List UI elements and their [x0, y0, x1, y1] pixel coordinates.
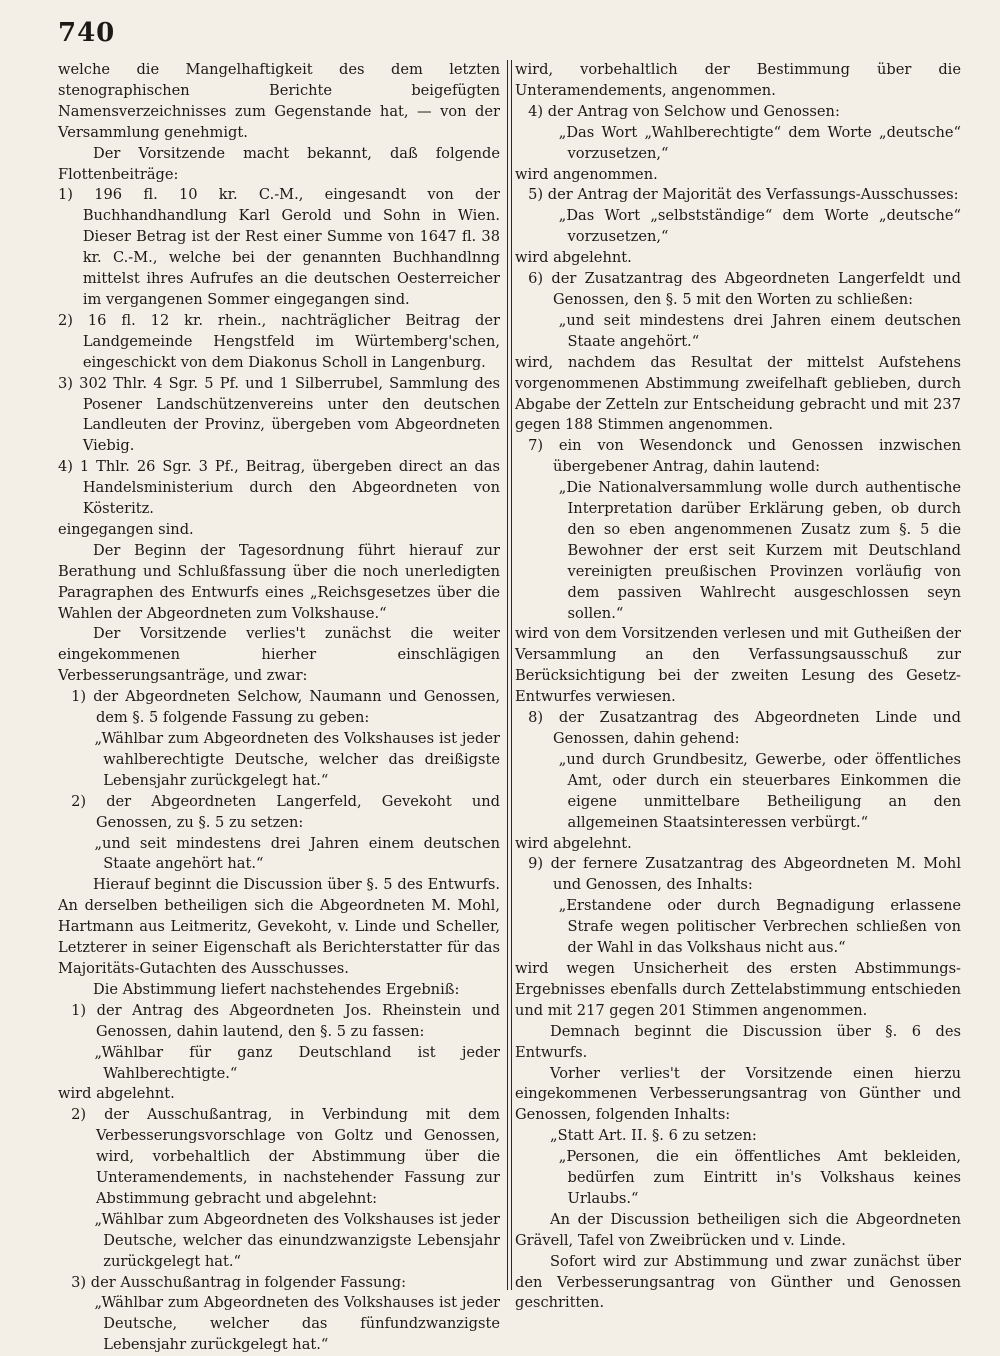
right-paragraph: 5) der Antrag der Majorität des Verfassungs-Ausschusses:: [528, 186, 959, 204]
right-column: [515, 60, 961, 1314]
left-paragraph: 1) der Abgeordneten Selchow, Naumann und Genossen, dem §. 5 folgende Fassung zu geben:: [71, 688, 500, 727]
left-paragraph: 1) der Antrag des Abgeordneten Jos. Rheinstein und Genossen, dahin lautend, den §. 5 zu fassen:: [71, 1001, 500, 1040]
right-paragraph: wird abgelehnt.: [515, 249, 632, 267]
right-paragraph: wird von dem Vorsitzenden verlesen und mit Gutheißen der Versammlung an den Verfassungsausschuß zur Berücksichtigung bei der zweiten Lesung des Gesetz-Entwurfes verwiesen.: [515, 625, 961, 706]
left-paragraph: 3) 302 Thlr. 4 Sgr. 5 Pf. und 1 Silberrubel, Sammlung des Posener Landschützenvereins unter den deutschen Landleuten der Provinz, übergeben vom Abgeordneten Viebig.: [58, 374, 500, 455]
right-paragraph: wird wegen Unsicherheit des ersten Abstimmungs-Ergebnisses ebenfalls durch Zettelabstimmung entschieden und mit 217 gegen 201 Stimmen angenommen.: [515, 959, 961, 1019]
left-paragraph: Hierauf beginnt die Discussion über §. 5 des Entwurfs. An derselben betheiligen sich die Abgeordneten M. Mohl, Hartmann aus Leitmeritz, Gevekoht, v. Linde und Scheller, Letzterer in seiner Eigenschaft als Berichterstatter für das Majoritäts-Gutachten des Ausschusses.: [58, 876, 500, 977]
right-paragraph: 4) der Antrag von Selchow und Genossen:: [528, 102, 840, 120]
left-paragraph: Der Vorsitzende macht bekannt, daß folgende Flottenbeiträge:: [58, 144, 500, 183]
left-paragraph: eingegangen sind.: [58, 520, 194, 538]
left-paragraph: wird abgelehnt.: [58, 1085, 175, 1103]
left-paragraph: 2) der Ausschußantrag, in Verbindung mit dem Verbesserungsvorschlage von Goltz und Genossen, wird, vorbehaltlich der Abstimmung über die Unteramendements, in nachstehender Fassung zur Abstimmung gebracht und abgelehnt:: [71, 1106, 500, 1207]
right-paragraph: Vorher verlies't der Vorsitzende einen hierzu eingekommenen Verbesserungsantrag von Günther und Genossen, folgenden Inhalts:: [515, 1064, 961, 1124]
right-paragraph: Demnach beginnt die Discussion über §. 6 des Entwurfs.: [515, 1022, 961, 1061]
right-paragraph: 8) der Zusatzantrag des Abgeordneten Linde und Genossen, dahin gehend:: [528, 709, 961, 747]
left-paragraph: „Wählbar zum Abgeordneten des Volkshauses ist jeder Deutsche, welcher das fünfundzwanzigste Lebensjahr zurückgelegt hat.“: [94, 1294, 500, 1354]
right-paragraph: 9) der fernere Zusatzantrag des Abgeordneten M. Mohl und Genossen, des Inhalts:: [528, 855, 961, 894]
right-paragraph: wird, vorbehaltlich der Bestimmung über die Unteramendements, angenommen.: [515, 61, 961, 99]
left-paragraph: 4) 1 Thlr. 26 Sgr. 3 Pf., Beitrag, übergeben direct an das Handelsministerium durch den Abgeordneten von Kösteritz.: [58, 458, 500, 518]
right-paragraph: „Erstandene oder durch Begnadigung erlassene Strafe wegen politischer Verbrechen schließen von der Wahl in das Volkshaus nicht aus.“: [558, 897, 961, 957]
right-paragraph: wird angenommen.: [515, 165, 658, 183]
right-paragraph: wird, nachdem das Resultat der mittelst Aufstehens vorgenommenen Abstimmung zweifelhaft geblieben, durch Abgabe der Zetteln zur Entscheidung gebracht und mit 237 gegen 188 Stimmen angenommen.: [515, 353, 961, 434]
left-paragraph: „Wählbar für ganz Deutschland ist jeder Wahlberechtigte.“: [94, 1043, 500, 1082]
left-paragraph: „Wählbar zum Abgeordneten des Volkshauses ist jeder wahlberechtigte Deutsche, welcher das dreißigste Lebensjahr zurückgelegt hat.“: [94, 730, 500, 789]
right-paragraph: „Die Nationalversammlung wolle durch authentische Interpretation darüber Erklärung geben, ob durch den so eben angenommenen Zusatz zum §. 5 die Bewohner der erst seit Kurzem mit Deutschland vereinigten preußischen Provinzen vorläufig von dem passiven Wahlrecht ausgeschlossen seyn sollen.“: [558, 479, 961, 622]
left-paragraph: Die Abstimmung liefert nachstehendes Ergebniß:: [93, 980, 460, 998]
right-paragraph: „und seit mindestens drei Jahren einem deutschen Staate angehört.“: [558, 311, 961, 350]
right-paragraph: 6) der Zusatzantrag des Abgeordneten Langerfeldt und Genossen, den §. 5 mit den Worten zu schließen:: [528, 270, 961, 308]
left-column: [58, 60, 500, 1356]
left-paragraph: 3) der Ausschußantrag in folgender Fassung:: [71, 1273, 407, 1291]
right-paragraph: An der Discussion betheiligen sich die Abgeordneten Grävell, Tafel von Zweibrücken und v. Linde.: [515, 1210, 961, 1249]
right-paragraph: „Statt Art. II. §. 6 zu setzen:: [550, 1127, 757, 1145]
right-paragraph: „Das Wort „selbstständige“ dem Worte „deutsche“ vorzusetzen,“: [558, 207, 961, 246]
right-paragraph: „und durch Grundbesitz, Gewerbe, oder öffentliches Amt, oder durch ein steuerbares Einkommen die eigene unmittelbare Betheiligung an den allgemeinen Staatsinteressen verbürgt.“: [558, 750, 961, 831]
left-paragraph: welche die Mangelhaftigkeit des dem letzten stenographischen Berichte beigefügten Namensverzeichnisses zum Gegenstande hat, — von der Versammlung genehmigt.: [58, 61, 500, 141]
right-paragraph: Sofort wird zur Abstimmung und zwar zunächst über den Verbesserungsantrag von Günther und Genossen geschritten.: [515, 1252, 961, 1312]
page-number: 740: [58, 18, 116, 48]
left-paragraph: Der Vorsitzende verlies't zunächst die weiter eingekommenen hierher einschlägigen Verbesserungsanträge, und zwar:: [58, 625, 500, 685]
right-paragraph: wird abgelehnt.: [515, 834, 632, 852]
right-paragraph: „Das Wort „Wahlberechtigte“ dem Worte „deutsche“ vorzusetzen,“: [558, 123, 961, 162]
left-paragraph: Der Beginn der Tagesordnung führt hierauf zur Berathung und Schlußfassung über die noch unerledigten Paragraphen des Entwurfs eines „Reichsgesetzes über die Wahlen der Abgeordneten zum Volkshause.“: [58, 541, 500, 622]
right-paragraph: 7) ein von Wesendonck und Genossen inzwischen übergebener Antrag, dahin lautend:: [528, 437, 961, 476]
left-paragraph: „Wählbar zum Abgeordneten des Volkshauses ist jeder Deutsche, welcher das einundzwanzigste Lebensjahr zurückgelegt hat.“: [94, 1210, 500, 1270]
right-paragraph: „Personen, die ein öffentliches Amt bekleiden, bedürfen zum Eintritt in's Volkshaus keines Urlaubs.“: [558, 1148, 961, 1207]
left-paragraph: 2) der Abgeordneten Langerfeld, Gevekoht und Genossen, zu §. 5 zu setzen:: [71, 792, 500, 831]
column-rule: [507, 60, 512, 1290]
left-paragraph: 1) 196 fl. 10 kr. C.-M., eingesandt von der Buchhandhandlung Karl Gerold und Sohn in Wien. Dieser Betrag ist der Rest einer Summe von 1647 fl. 38 kr. C.-M., welche bei der genannten Buchhandlnng mittelst ihres Aufrufes an die deutschen Oesterreicher im vergangenen Sommer eingegangen sind.: [58, 186, 500, 308]
left-paragraph: „und seit mindestens drei Jahren einem deutschen Staate angehört hat.“: [94, 834, 500, 873]
left-paragraph: 2) 16 fl. 12 kr. rhein., nachträglicher Beitrag der Landgemeinde Hengstfeld im Würtemberg'schen, eingeschickt von dem Diakonus Scholl in Langenburg.: [58, 311, 500, 371]
